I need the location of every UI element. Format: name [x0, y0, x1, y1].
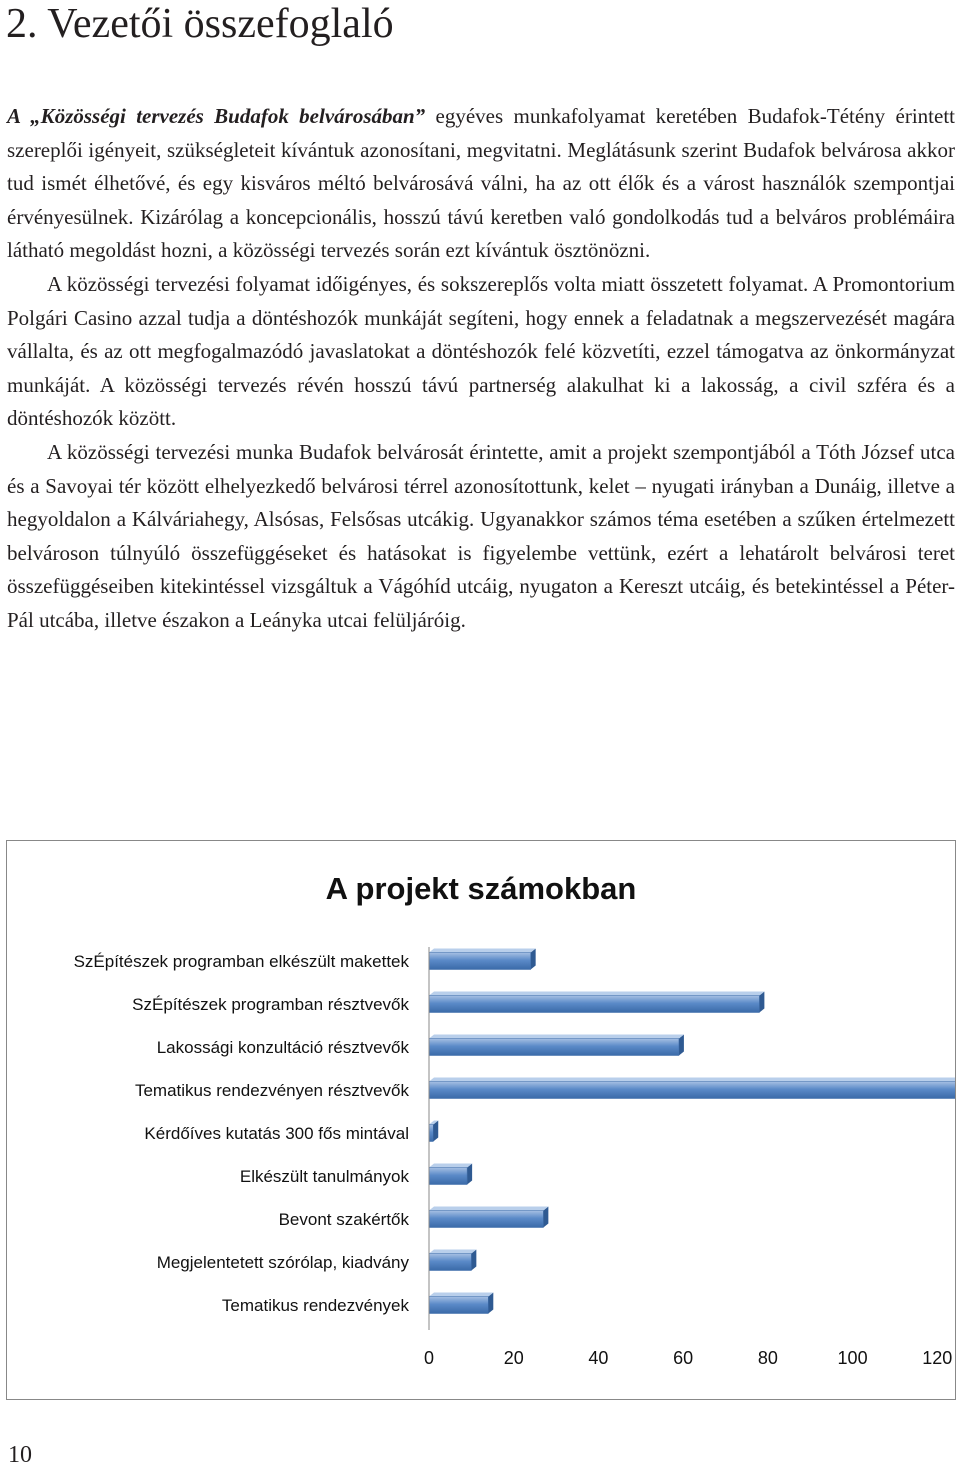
- category-label: SzÉpítészek programban résztvevők: [132, 995, 409, 1014]
- bar-top: [429, 1035, 684, 1039]
- bar: [429, 1125, 433, 1142]
- x-tick-label: 100: [837, 1348, 868, 1368]
- bar: [429, 1297, 488, 1314]
- bar: [429, 1168, 467, 1185]
- bar-top: [429, 1078, 955, 1082]
- body-text: [7, 100, 955, 638]
- bar-top: [429, 1293, 493, 1297]
- bar: [429, 1211, 543, 1228]
- page-number: 10: [8, 1442, 32, 1468]
- bar: [429, 996, 759, 1013]
- paragraph-area: A közösségi tervezési munka Budafok belvárosát érintette, amit a projekt szempontjából a Tóth József utca és a Savoyai tér között elhelyezkedő belvárosi térrel azonosítottunk, kelet – nyugati irányban a Dunáig, illetve a hegyoldalon a Kálváriahegy, Alsósas, Felsősas utcákig. Ugyanakkor számos téma esetében a szűken értelmezett belvároson túlnyúló összefüggéseket és hatásokat is figyelembe vettünk, ezért a lehatárolt belvárosi teret összefüggéseiben kitekintéssel vizsgáltuk a Vágóhíd utcáig, nyugaton a Kereszt utcáig, és betekintéssel a Péter-Pál utcába, illetve északon a Leányka utcai felüljáróig.: [7, 439, 955, 632]
- bar-chart-svg: [7, 841, 955, 1399]
- x-tick-label: 40: [588, 1348, 609, 1368]
- chart-title: A projekt számokban: [325, 871, 637, 906]
- category-label: Tematikus rendezvényen résztvevők: [134, 1081, 409, 1100]
- x-tick-label: 120: [922, 1348, 953, 1368]
- category-label: Tematikus rendezvények: [221, 1296, 409, 1315]
- bar-top: [429, 1250, 476, 1254]
- category-label: Lakossági konzultáció résztvevők: [156, 1038, 409, 1057]
- bar: [429, 1039, 679, 1056]
- x-tick-label: 0: [423, 1348, 435, 1368]
- bar-top: [429, 949, 536, 953]
- category-label: Kérdőíves kutatás 300 fős mintával: [144, 1124, 409, 1143]
- paragraph-process: A közösségi tervezési folyamat időigényes, és sokszereplős volta miatt összetett folyamat. A Promontorium Polgári Casino azzal tudja a döntéshozók munkáját segíteni, hogy ennek a feladatnak a megszervezését magára vállalta, és az ott megfogalmazódó javaslatokat a döntéshozók felé közvetíti, ezzel támogatva az önkormányzat munkáját. A közösségi tervezés révén hosszú távú partnerség alakulhat ki a lakosság, a civil szféra és a döntéshozók között.: [7, 271, 955, 431]
- x-tick-label: 80: [757, 1348, 778, 1368]
- project-chart: [6, 840, 956, 1400]
- bar-top: [429, 1207, 548, 1211]
- category-label: SzÉpítészek programban elkészült makettek: [73, 952, 409, 971]
- bar: [429, 953, 531, 970]
- project-title-emphasis: A „Közösségi tervezés Budafok belvárosában”: [7, 104, 426, 128]
- category-label: Elkészült tanulmányok: [239, 1167, 409, 1186]
- category-label: Bevont szakértők: [278, 1210, 409, 1229]
- bar-top: [429, 992, 764, 996]
- intro-text: egyéves munkafolyamat keretében Budafok-Tétény érintett szereplői igényeit, szükségleteit kívántuk azonosítani, megvitatni. Meglátásunk szerint Budafok belvárosa akkor tud ismét élhetővé, és egy kisváros méltó belvárosává válni, ha az ott élők és a várost használók szempontjai érvényesülnek. Kizárólag a koncepcionális, hosszú távú keretben való gondolkodás tud a belváros problémáira látható megoldást hozni, a közösségi tervezés során ezt kívántuk ösztönözni.: [7, 104, 955, 263]
- bar-top: [429, 1164, 472, 1168]
- x-tick-label: 60: [673, 1348, 694, 1368]
- bar: [429, 1082, 955, 1099]
- intro-paragraph: [7, 100, 955, 268]
- page-title: 2. Vezetői összefoglaló: [6, 1, 394, 47]
- category-label: Megjelentetett szórólap, kiadvány: [156, 1253, 409, 1272]
- bar: [429, 1254, 471, 1271]
- x-tick-label: 20: [503, 1348, 524, 1368]
